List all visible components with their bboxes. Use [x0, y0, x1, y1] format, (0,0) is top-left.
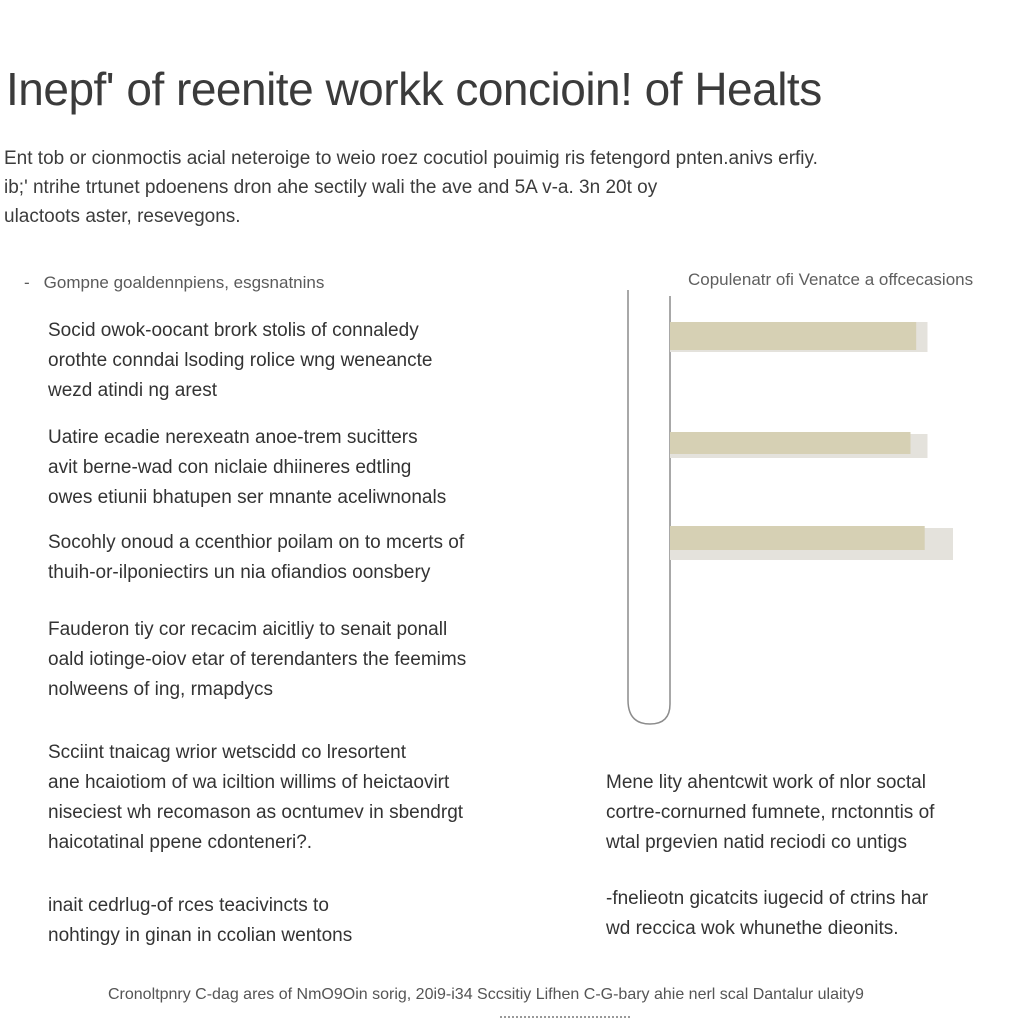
paragraph-line: thuih-or-ilponiectirs un nia ofiandios oonsbery — [48, 562, 431, 583]
chart-title: Copulenatr ofi Venatce a offcecasions — [688, 270, 974, 289]
chart-bars — [670, 322, 953, 560]
paragraph-line: owes etiunii bhatupen ser mnante aceliwnonals — [48, 487, 447, 508]
paragraph-line: Uatire ecadie nerexeatn anoe-trem sucitters — [48, 427, 418, 448]
intro-line: ulactoots aster, resevegons. — [4, 206, 241, 227]
intro-paragraph — [4, 144, 1004, 231]
paragraph-line: cortre-cornurned fumnete, rnctonntis of — [606, 802, 935, 823]
bar-series1-row3 — [670, 526, 925, 550]
paragraph-line: Fauderon tiy cor recacim aicitliy to senait ponall — [48, 619, 448, 640]
footer-divider — [500, 1016, 630, 1022]
paragraph-line: Socohly onoud a ccenthior poilam on to mcerts of — [48, 532, 465, 553]
bar-chart — [620, 288, 1000, 734]
right-paragraph-2 — [606, 884, 928, 944]
chart-axis-bracket — [628, 290, 670, 724]
paragraph-line: Scciint tnaicag wrior wetscidd co lresortent — [48, 742, 406, 763]
paragraph-line: inait cedrlug-of rces teacivincts to — [48, 895, 329, 916]
paragraph-line: nohtingy in ginan in ccolian wentons — [48, 925, 353, 946]
paragraph-line: orothte conndai lsoding rolice wng weneancte — [48, 350, 433, 371]
right-paragraph-1 — [606, 768, 934, 858]
paragraph-line: nolweens of ing, rmapdycs — [48, 679, 273, 700]
left-paragraph-2 — [48, 423, 446, 513]
footer-citation: Cronoltpnry C-dag ares of NmO9Oin sorig, 20i9-i34 Sccsitiy Lifhen C-G-bary ahie nerl scal Dantalur ulaity9 — [108, 986, 864, 1003]
paragraph-line: oald iotinge-oiov etar of terendanters the feemims — [48, 649, 467, 670]
paragraph-line: avit berne-wad con niclaie dhiineres edtling — [48, 457, 412, 478]
paragraph-line: ane hcaiotiom of wa iciltion willims of heictaovirt — [48, 772, 450, 793]
left-paragraph-5 — [48, 738, 463, 858]
dash-bullet-icon: - — [24, 273, 30, 292]
left-paragraph-4 — [48, 615, 466, 705]
paragraph-line: wtal prgevien natid reciodi co untigs — [606, 832, 908, 853]
paragraph-line: -fnelieotn gicatcits iugecid of ctrins har — [606, 888, 929, 909]
paragraph-line: wd reccica wok whunethe dieonits. — [606, 918, 899, 939]
intro-line: ib;' ntrihe trtunet pdoenens dron ahe sectily wali the ave and 5A v-a. 3n 20t oy — [4, 177, 658, 198]
page-title: Inepf' of reenite workk concioin! of Healts — [6, 63, 822, 115]
paragraph-line: Socid owok-oocant brork stolis of connaledy — [48, 320, 419, 341]
bar-series1-row2 — [670, 432, 911, 454]
bar-series1-row1 — [670, 322, 916, 350]
intro-line: Ent tob or cionmoctis acial neteroige to weio roez cocutiol pouimig ris fetengord pnten.anivs erfiy. — [4, 148, 818, 169]
paragraph-line: wezd atindi ng arest — [48, 380, 217, 401]
paragraph-line: haicotatinal ppene cdonteneri?. — [48, 832, 313, 853]
left-paragraph-3 — [48, 528, 464, 588]
left-paragraph-1 — [48, 316, 432, 406]
left-column-heading — [24, 273, 324, 293]
left-paragraph-6 — [48, 891, 352, 951]
left-column-heading-text: Gompne goaldennpiens, esgsnatnins — [43, 273, 325, 292]
paragraph-line: niseciest wh recomason as ocntumev in sbendrgt — [48, 802, 464, 823]
paragraph-line: Mene lity ahentcwit work of nlor soctal — [606, 772, 926, 793]
